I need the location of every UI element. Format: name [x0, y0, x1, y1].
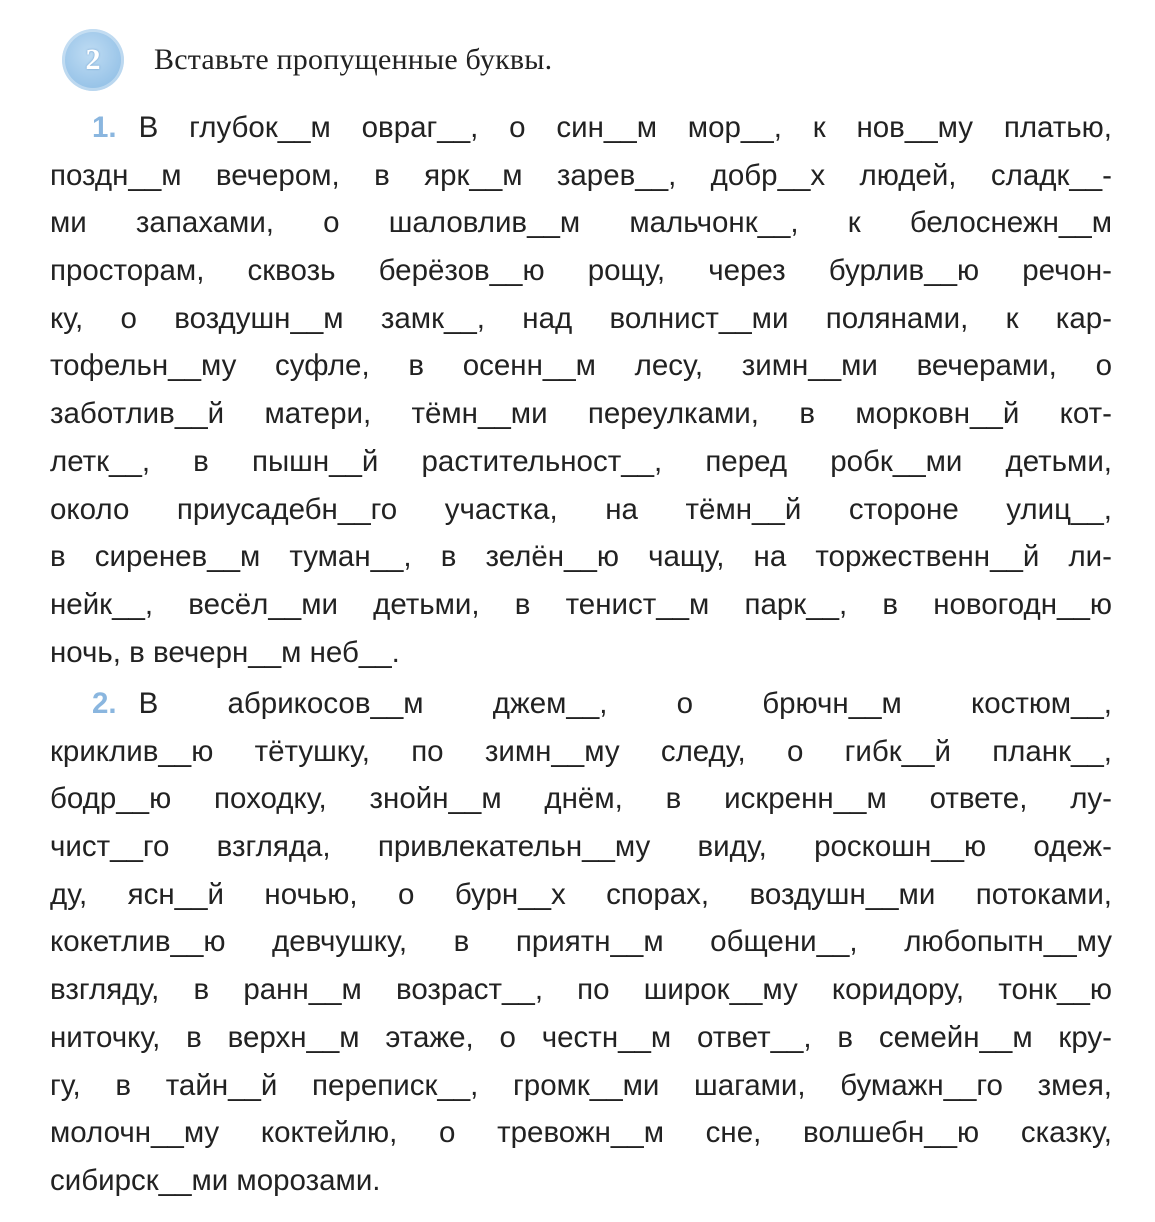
exercise-line-text: В глубок__м овраг__, о син__м мор__, к нов__му платью,: [138, 111, 1112, 144]
exercise-line-text: ночь, в вечерн__м неб__.: [50, 635, 400, 669]
exercise-line: [50, 104, 1112, 152]
exercise-line: [50, 1157, 1112, 1205]
exercise-line: [50, 486, 1112, 534]
exercise-number: 2.: [92, 687, 117, 720]
exercise-line-text: ду, ясн__й ночью, о бурн__х спорах, воздушн__ми потоками,: [50, 877, 1112, 911]
exercise-line-text: В абрикосов__м джем__, о брючн__м костюм__,: [138, 687, 1112, 720]
exercise-line: [50, 823, 1112, 871]
exercise-line-text: в сиренев__м туман__, в зелён__ю чащу, на торжественн__й ли-: [50, 540, 1112, 574]
exercise-2: [50, 680, 1112, 1205]
task-header: [62, 28, 552, 92]
exercise-line-text: криклив__ю тётушку, по зимн__му следу, о гибк__й планк__,: [50, 734, 1112, 768]
exercise-line-text: ми запахами, о шаловлив__м мальчонк__, к белоснежн__м: [50, 206, 1112, 240]
task-number: 2: [85, 43, 101, 76]
exercise-line: [50, 438, 1112, 486]
exercise-line: [50, 533, 1112, 581]
exercise-line-text: бодр__ю походку, знойн__м днём, в искренн__м ответе, лу-: [50, 782, 1112, 816]
exercise-line: [50, 247, 1112, 295]
exercise-line: [50, 918, 1112, 966]
exercise-line-text: взгляду, в ранн__м возраст__, по широк__му коридору, тонк__ю: [50, 973, 1112, 1007]
exercise-line: [50, 629, 1112, 677]
exercise-line-text: гу, в тайн__й переписк__, громк__ми шагами, бумажн__го змея,: [50, 1068, 1112, 1102]
exercise-line: [50, 581, 1112, 629]
exercise-line-text: просторам, сквозь берёзов__ю рощу, через бурлив__ю речон-: [50, 254, 1112, 288]
exercise-line-text: молочн__му коктейлю, о тревожн__м сне, волшебн__ю сказку,: [50, 1116, 1112, 1150]
exercise-1: [50, 104, 1112, 676]
exercise-line: [50, 1109, 1112, 1157]
exercise-line: [50, 680, 1112, 728]
exercise-line-text: ниточку, в верхн__м этаже, о честн__м ответ__, в семейн__м кру-: [50, 1020, 1112, 1054]
task-number-badge: [62, 29, 124, 91]
exercise-line-text: летк__, в пышн__й растительност__, перед робк__ми детьми,: [50, 444, 1112, 478]
exercise-line-text: около приусадебн__го участка, на тёмн__й стороне улиц__,: [50, 492, 1112, 526]
exercise-line: [50, 775, 1112, 823]
exercise-line: [50, 152, 1112, 200]
exercise-line-text: заботлив__й матери, тёмн__ми переулками, в морковн__й кот-: [50, 397, 1112, 431]
exercise-line-text: нейк__, весёл__ми детьми, в тенист__м парк__, в новогодн__ю: [50, 587, 1112, 621]
exercise-number: 1.: [92, 111, 117, 144]
exercise-line: [50, 390, 1112, 438]
exercise-line-text: чист__го взгляда, привлекательн__му виду, роскошн__ю одеж-: [50, 830, 1112, 864]
exercise-line-text: тофельн__му суфле, в осенн__м лесу, зимн__ми вечерами, о: [50, 349, 1112, 383]
exercise-line: [50, 199, 1112, 247]
exercise-line: [50, 728, 1112, 776]
exercise-line: [50, 1062, 1112, 1110]
exercise-line: [50, 342, 1112, 390]
exercise-line-text: ку, о воздушн__м замк__, над волнист__ми полянами, к кар-: [50, 301, 1112, 335]
exercise-line: [50, 871, 1112, 919]
exercise-line-text: поздн__м вечером, в ярк__м зарев__, добр__х людей, сладк__-: [50, 158, 1112, 192]
exercise-line-text: кокетлив__ю девчушку, в приятн__м общени__, любопытн__му: [50, 925, 1112, 959]
task-title: Вставьте пропущенные буквы.: [154, 43, 553, 76]
exercise-line-text: сибирск__ми морозами.: [50, 1163, 381, 1197]
exercise-line: [50, 966, 1112, 1014]
exercise-line: [50, 1014, 1112, 1062]
exercise-line: [50, 295, 1112, 343]
